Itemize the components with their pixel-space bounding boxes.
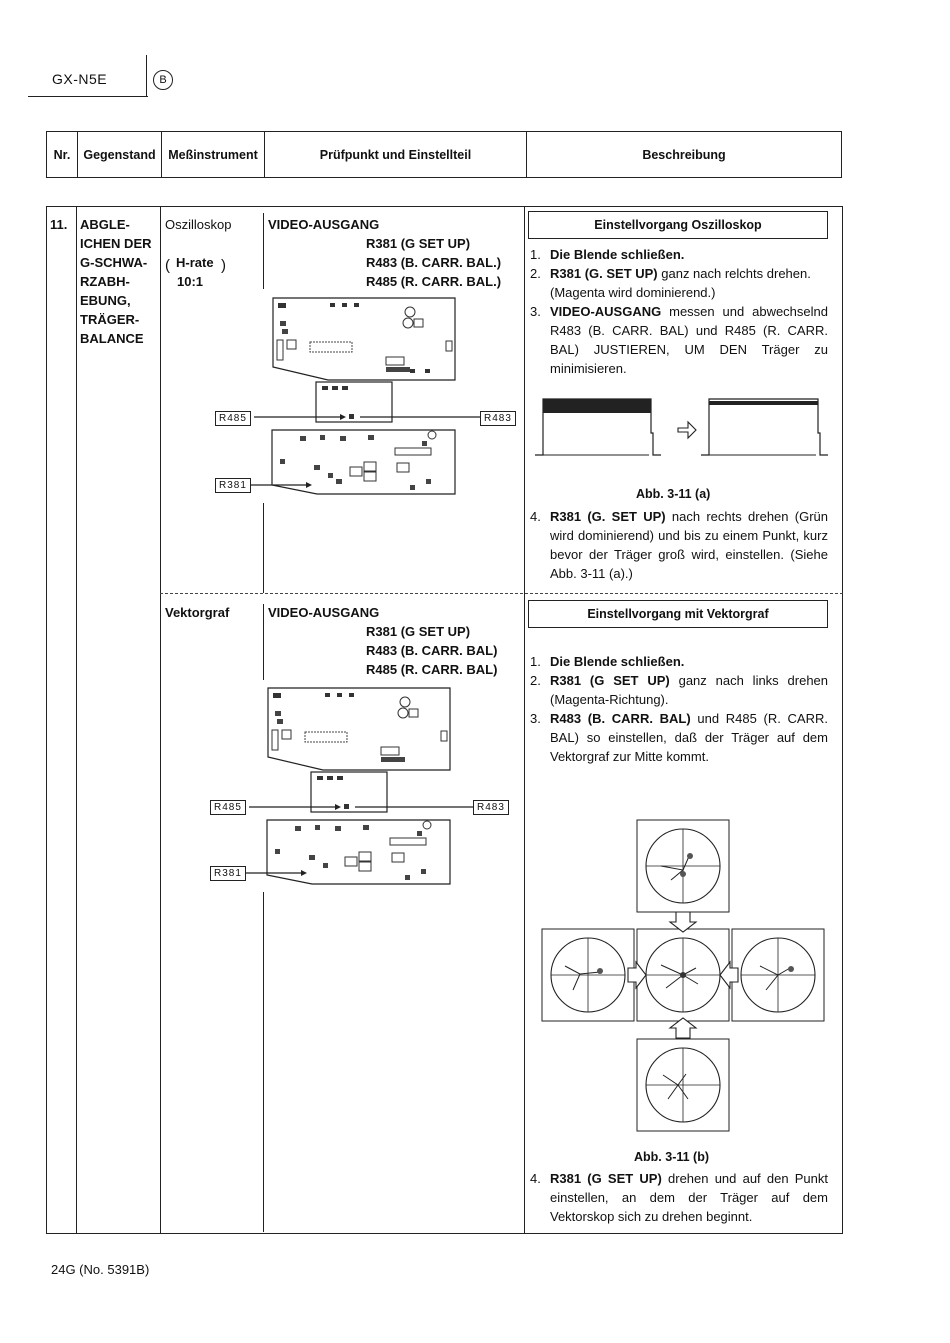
step-a-3: 3. VIDEO-AUSGANG messen und abwechselnd R483 (B. CARR. BAL) und R485 (R. CARR. BAL) JUSTIEREN, UM DEN Träger zu minimisieren. bbox=[530, 304, 828, 376]
instrument-vectorscope: Vektorgraf bbox=[165, 605, 230, 620]
label-r483-b: R483 bbox=[473, 800, 509, 815]
step-b-2: 2. R381 (G SET UP) ganz nach links drehen (Magenta-Richtung). bbox=[530, 673, 829, 707]
col-divider-3a bbox=[263, 213, 264, 289]
instrument-note-ratio: 10:1 bbox=[177, 274, 204, 289]
header-pruefpunkt: Prüfpunkt und Einstellteil bbox=[265, 132, 527, 177]
point-title-b: VIDEO-AUSGANG bbox=[268, 605, 380, 620]
point-a-r381: R381 (G SET UP) bbox=[366, 236, 471, 251]
paren-close: ) bbox=[221, 257, 226, 274]
label-r381-a: R381 bbox=[215, 478, 251, 493]
header-gegenstand: Gegenstand bbox=[78, 132, 162, 177]
model-divider bbox=[146, 55, 147, 97]
col-divider-4 bbox=[524, 206, 525, 1234]
steps-oscilloscope bbox=[530, 245, 828, 378]
label-r485-a: R485 bbox=[215, 411, 251, 426]
step-a-4: 4. R381 (G. SET UP) nach rechts drehen (Grün wird dominierend) und bis zu einem Punkt, kurz bevor der Träger groß wird, einstellen. (Siehe Abb. 3-11 (a).) bbox=[530, 509, 829, 581]
model-number: GX-N5E bbox=[52, 71, 108, 87]
subject-line-4: RZABH- bbox=[80, 274, 130, 289]
col-divider-2 bbox=[160, 206, 161, 1234]
col-divider-1 bbox=[76, 206, 77, 1234]
label-r381-b: R381 bbox=[210, 866, 246, 881]
caption-figure-a: Abb. 3-11 (a) bbox=[636, 487, 711, 501]
vectorscope-figure bbox=[538, 818, 833, 1148]
step-b-1: 1. Die Blende schließen. bbox=[530, 654, 685, 669]
paren-open: ( bbox=[165, 257, 170, 274]
subject-line-6: TRÄGER- bbox=[80, 312, 140, 327]
point-title-a: VIDEO-AUSGANG bbox=[268, 217, 380, 232]
label-r483-a: R483 bbox=[480, 411, 516, 426]
pcb-diagram-a bbox=[210, 295, 520, 500]
point-a-r485: R485 (R. CARR. BAL.) bbox=[366, 274, 502, 289]
step-b-4-container bbox=[530, 1169, 828, 1226]
instrument-oscilloscope: Oszilloskop bbox=[165, 217, 232, 232]
step-a-2: 2. R381 (G. SET UP) ganz nach relchts drehen. (Magenta wird dominierend.) bbox=[530, 266, 811, 300]
col-divider-3c bbox=[263, 604, 264, 680]
step-b-3: 3. R483 (B. CARR. BAL) und R485 (R. CARR. BAL) so einstellen, daß der Träger auf dem Vektorgraf zur Mitte kommt. bbox=[530, 711, 828, 764]
header-messinstrument: Meßinstrument bbox=[162, 132, 265, 177]
subject-line-5: EBUNG, bbox=[80, 293, 131, 308]
step-a-1: 1. Die Blende schließen. bbox=[530, 247, 685, 262]
subject-line-2: ICHEN DER bbox=[80, 236, 152, 251]
table-header bbox=[46, 131, 842, 178]
step-a-4-container bbox=[530, 507, 828, 583]
step-b-4: 4. R381 (G SET UP) drehen und auf den Punkt einstellen, an dem der Träger auf dem Vektorskop sich zu drehen beginnt. bbox=[530, 1171, 829, 1224]
col-divider-3d bbox=[263, 892, 264, 1232]
steps-vectorscope bbox=[530, 652, 828, 766]
procedure-title-vectorscope: Einstellvorgang mit Vektorgraf bbox=[528, 600, 828, 628]
waveform-figure bbox=[533, 393, 833, 463]
point-b-r483: R483 (B. CARR. BAL) bbox=[366, 643, 498, 658]
model-underline bbox=[28, 96, 148, 97]
point-b-r485: R485 (R. CARR. BAL) bbox=[366, 662, 498, 677]
point-a-r483: R483 (B. CARR. BAL.) bbox=[366, 255, 502, 270]
pcb-diagram-b bbox=[205, 685, 515, 890]
page-number: 24G (No. 5391B) bbox=[51, 1262, 150, 1277]
col-divider-3b bbox=[263, 503, 264, 593]
header-beschreibung: Beschreibung bbox=[642, 147, 726, 162]
subject-line-7: BALANCE bbox=[80, 331, 144, 346]
header-nr: Nr. bbox=[47, 132, 78, 177]
section-separator bbox=[160, 593, 843, 594]
caption-figure-b: Abb. 3-11 (b) bbox=[634, 1150, 710, 1164]
model-badge: B bbox=[153, 70, 173, 90]
subject-line-1: ABGLE- bbox=[80, 217, 130, 232]
label-r485-b: R485 bbox=[210, 800, 246, 815]
subject-line-3: G-SCHWA- bbox=[80, 255, 148, 270]
instrument-note-hrate: H-rate bbox=[176, 255, 214, 270]
point-b-r381: R381 (G SET UP) bbox=[366, 624, 471, 639]
procedure-title-oscilloscope: Einstellvorgang Oszilloskop bbox=[528, 211, 828, 239]
item-number: 11. bbox=[50, 217, 68, 232]
